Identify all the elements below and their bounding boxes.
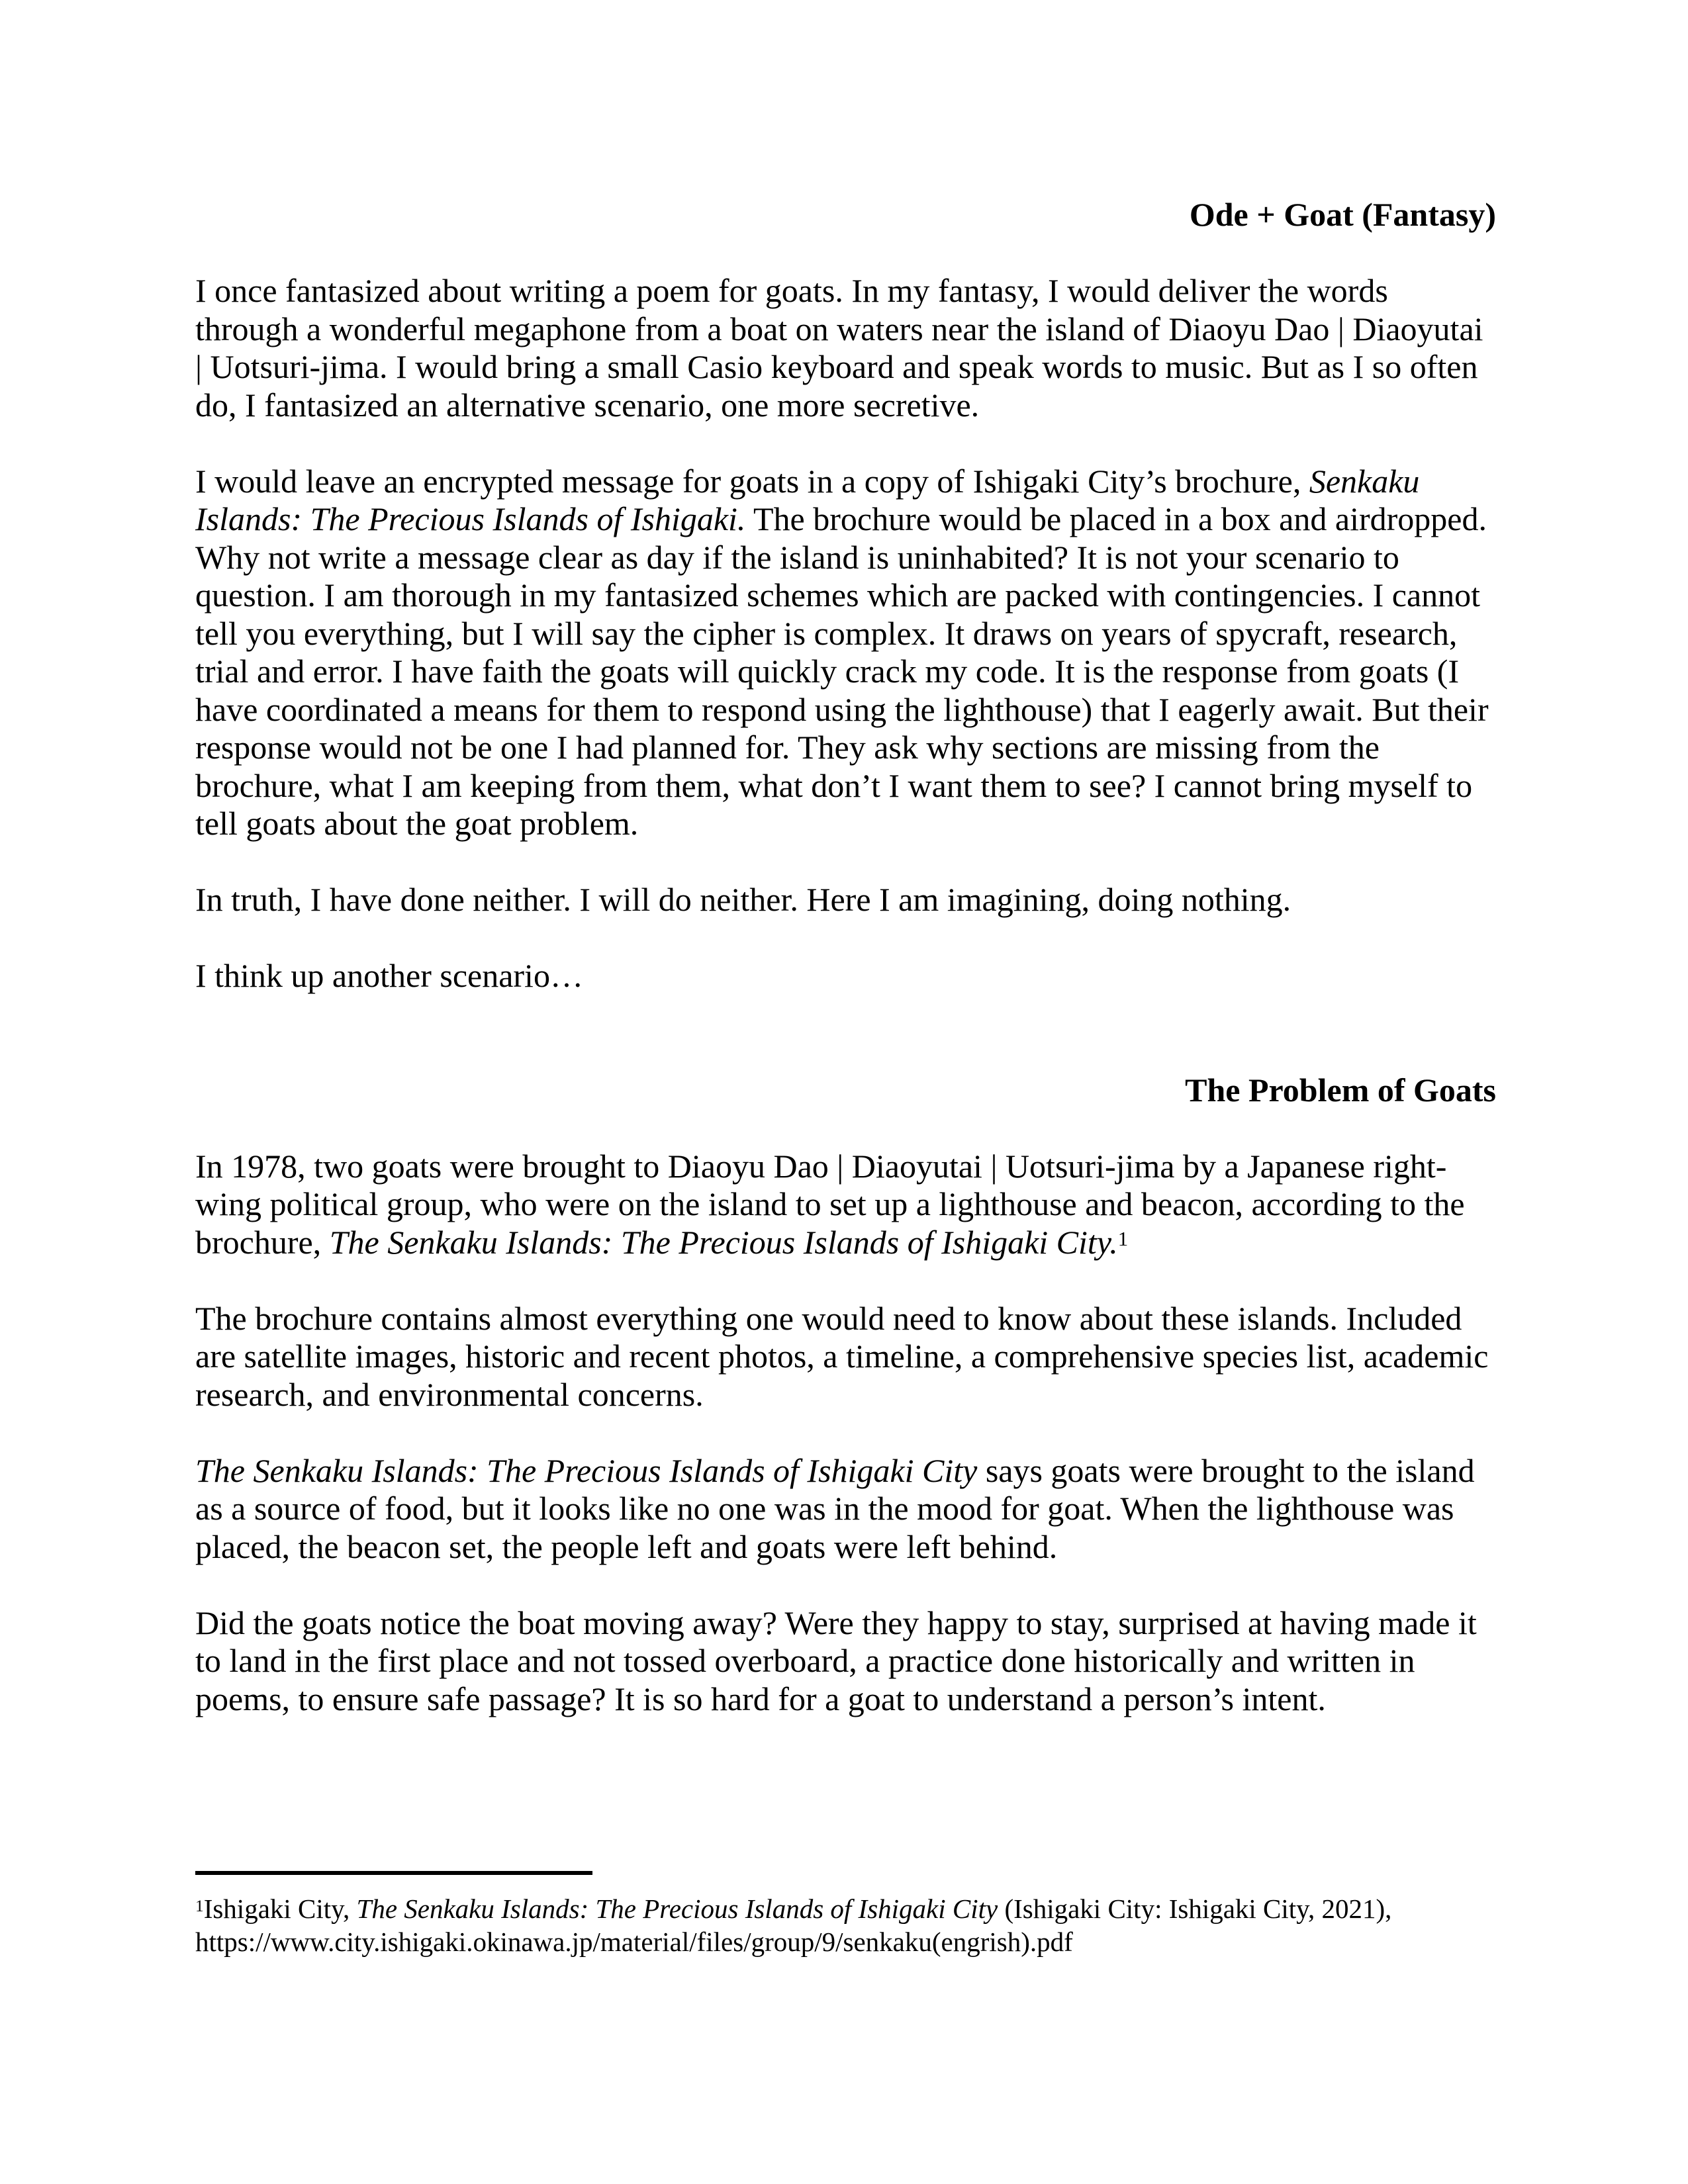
text-run: I once fantasized about writing a poem for goats. In my fantasy, I would deliver the words through a wonderful megaphone from a boat on waters near the island of Diaoyu Dao | Diaoyutai | Uotsuri-jima. I would bring a small Casio keyboard and speak words to music. But as I so often do, I fantasized an alternative scenario, one more secretive. xyxy=(195,272,1483,424)
text-run: The brochure contains almost everything one would need to know about these islands. Included are satellite images, historic and recent photos, a timeline, a comprehensive species list, academic research, and environmental concerns. xyxy=(195,1299,1489,1413)
text-run: Senkaku Islands: The Precious Islands of Ishigaki. xyxy=(195,462,1420,537)
paragraph xyxy=(195,272,1496,424)
text-run: The Senkaku Islands: The Precious Islands of Ishigaki City. xyxy=(329,1223,1118,1261)
text-run: In 1978, two goats were brought to Diaoyu Dao | Diaoyutai | Uotsuri-jima by a Japanese right-wing political group, who were on the island to set up a lighthouse and beacon, according to the brochure, xyxy=(195,1147,1465,1261)
text-run: In truth, I have done neither. I will do neither. Here I am imagining, doing nothing. xyxy=(195,881,1291,918)
footnote-area xyxy=(195,1871,1496,1958)
paragraph xyxy=(195,1604,1496,1719)
paragraph xyxy=(195,463,1496,843)
text-run: Did the goats notice the boat moving away? Were they happy to stay, surprised at having made it to land in the first place and not tossed overboard, a practice done historically and written in poems, to ensure safe passage? It is so hard for a goat to understand a person’s intent. xyxy=(195,1604,1477,1717)
text-run: Ishigaki City, xyxy=(203,1893,357,1924)
footnote-reference: 1 xyxy=(195,1897,204,1916)
text-run: The Problem of Goats xyxy=(1185,1071,1496,1109)
text-run: says goats were brought to the island as a source of food, but it looks like no one was in the mood for goat. When the lighthouse was placed, the beacon set, the people left and goats were left behind. xyxy=(195,1451,1475,1565)
paragraph xyxy=(195,1300,1496,1414)
text-run: The Senkaku Islands: The Precious Islands of Ishigaki City xyxy=(195,1451,978,1489)
paragraph xyxy=(195,1148,1496,1262)
footnote-separator-rule xyxy=(195,1871,592,1875)
section-heading xyxy=(195,196,1496,234)
text-run: I would leave an encrypted message for goats in a copy of Ishigaki City’s brochure, xyxy=(195,462,1309,500)
section-heading xyxy=(195,1071,1496,1110)
footnote-text xyxy=(195,1892,1496,1958)
text-run: I think up another scenario… xyxy=(195,957,583,994)
text-run: Ode + Goat (Fantasy) xyxy=(1189,196,1496,233)
text-run: The Senkaku Islands: The Precious Islands of Ishigaki City xyxy=(356,1893,998,1924)
paragraph xyxy=(195,1452,1496,1567)
document-body xyxy=(195,196,1496,1718)
footnote-reference: 1 xyxy=(1117,1226,1129,1250)
paragraph xyxy=(195,957,1496,995)
paragraph xyxy=(195,881,1496,919)
text-run: The brochure would be placed in a box and airdropped. Why not write a message clear as day if the island is uninhabited? It is not your scenario to question. I am thorough in my fantasized schemes which are packed with contingencies. I cannot tell you everything, but I will say the cipher is complex. It draws on years of spycraft, research, trial and error. I have faith the goats will quickly crack my code. It is the response from goats (I have coordinated a means for them to respond using the lighthouse) that I eagerly await. But their response would not be one I had planned for. They ask why sections are missing from the brochure, what I am keeping from them, what don’t I want them to see? I cannot bring myself to tell goats about the goat problem. xyxy=(195,500,1489,842)
text-run: (Ishigaki City: Ishigaki City, 2021), https://www.city.ishigaki.okinawa.jp/material/files/group/9/senkaku(engrish).pdf xyxy=(195,1893,1392,1957)
